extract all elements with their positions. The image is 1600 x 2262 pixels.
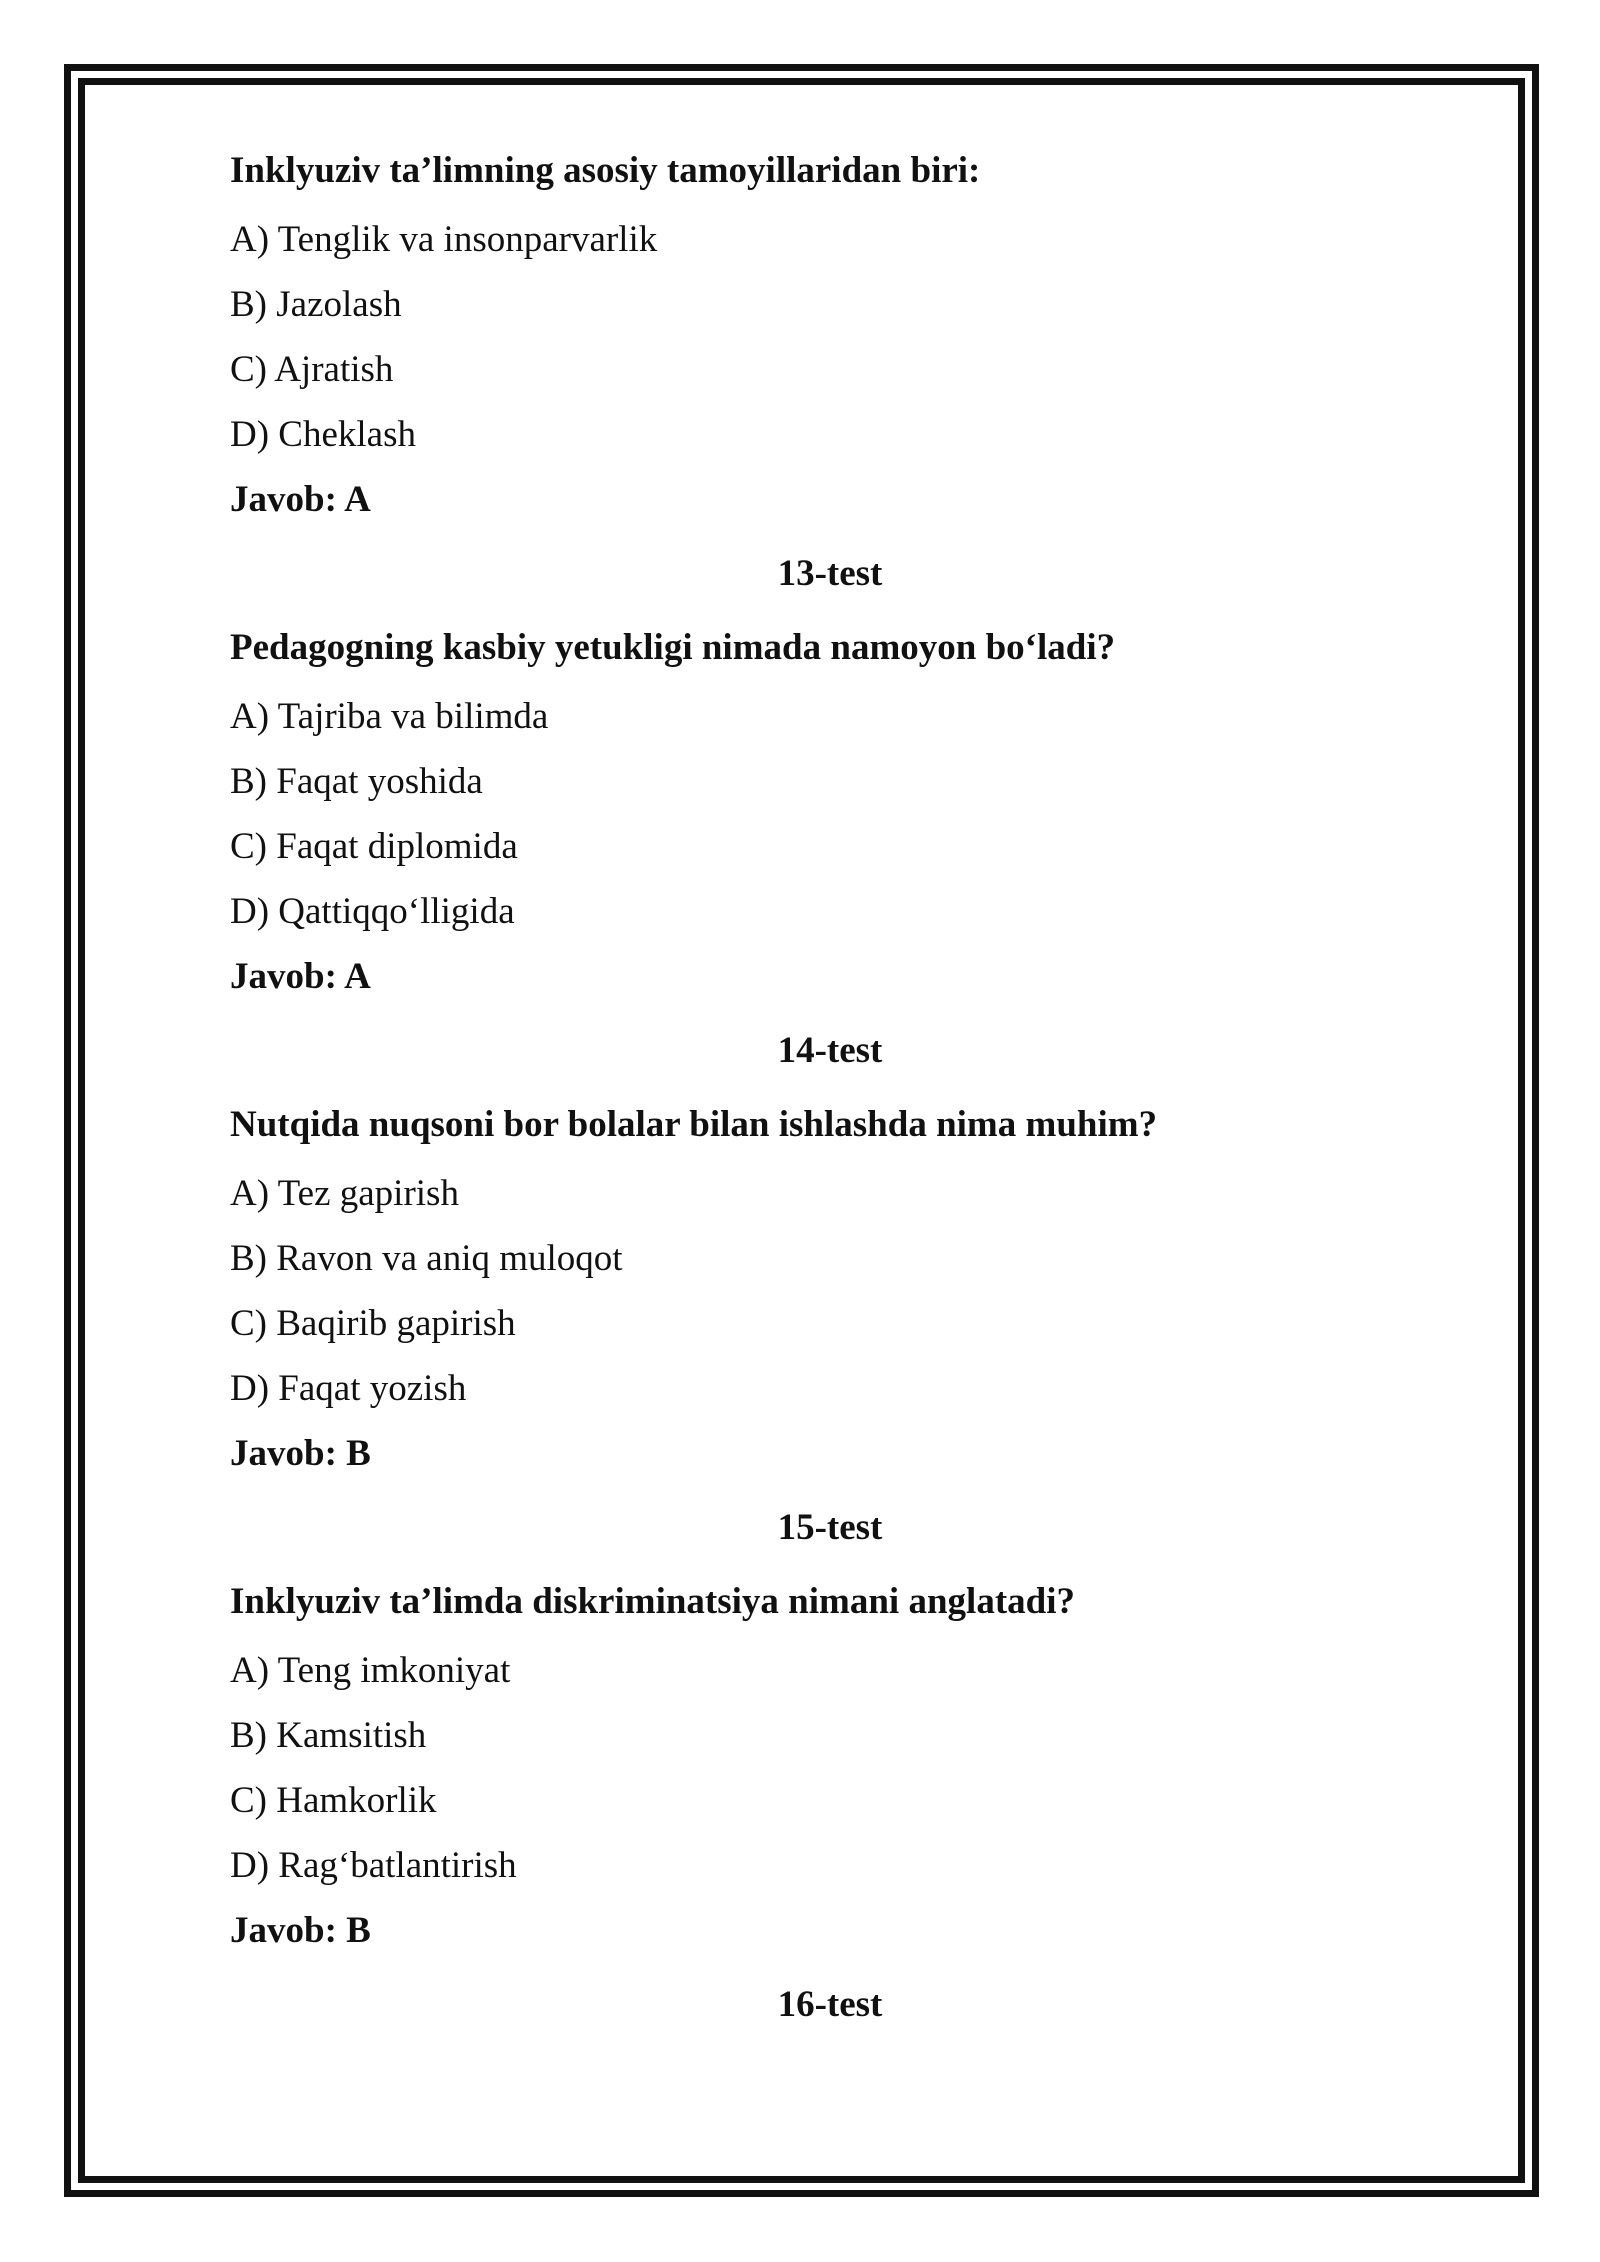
question-text: Pedagogning kasbiy yetukligi nimada namoyon bo‘ladi? [230, 627, 1116, 668]
test-block [230, 1505, 1390, 1954]
option-c: C) Hamkorlik [230, 1780, 437, 1821]
option-d: D) Rag‘batlantirish [230, 1845, 517, 1886]
test-number: 14-test [777, 1030, 883, 1071]
option-b: B) Faqat yoshida [230, 761, 483, 802]
option-d: D) Cheklash [230, 414, 416, 455]
option-a: A) Tenglik va insonparvarlik [230, 219, 658, 260]
test-number: 13-test [777, 553, 883, 594]
test-block [230, 148, 1390, 523]
option-d: D) Qattiqqo‘lligida [230, 891, 515, 932]
answer-text: Javob: A [230, 479, 371, 520]
option-b: B) Kamsitish [230, 1715, 427, 1756]
question-text: Inklyuziv ta’limda diskriminatsiya nimani anglatadi? [230, 1581, 1076, 1622]
question-text: Nutqida nuqsoni bor bolalar bilan ishlashda nima muhim? [230, 1104, 1158, 1145]
question-text: Inklyuziv ta’limning asosiy tamoyillaridan biri: [230, 150, 981, 191]
option-d: D) Faqat yozish [230, 1368, 467, 1409]
answer-text: Javob: B [230, 1910, 371, 1951]
document-content [230, 148, 1390, 2056]
option-c: C) Ajratish [230, 349, 394, 390]
option-b: B) Jazolash [230, 284, 402, 325]
test-number: 16-test [777, 1984, 883, 2025]
option-a: A) Tajriba va bilimda [230, 696, 549, 737]
test-number: 15-test [777, 1507, 883, 1548]
option-b: B) Ravon va aniq muloqot [230, 1238, 623, 1279]
test-block [230, 1028, 1390, 1477]
option-a: A) Tez gapirish [230, 1173, 459, 1214]
test-block [230, 551, 1390, 1000]
option-a: A) Teng imkoniyat [230, 1650, 511, 1691]
answer-text: Javob: B [230, 1433, 371, 1474]
option-c: C) Baqirib gapirish [230, 1303, 516, 1344]
option-c: C) Faqat diplomida [230, 826, 518, 867]
answer-text: Javob: A [230, 956, 371, 997]
